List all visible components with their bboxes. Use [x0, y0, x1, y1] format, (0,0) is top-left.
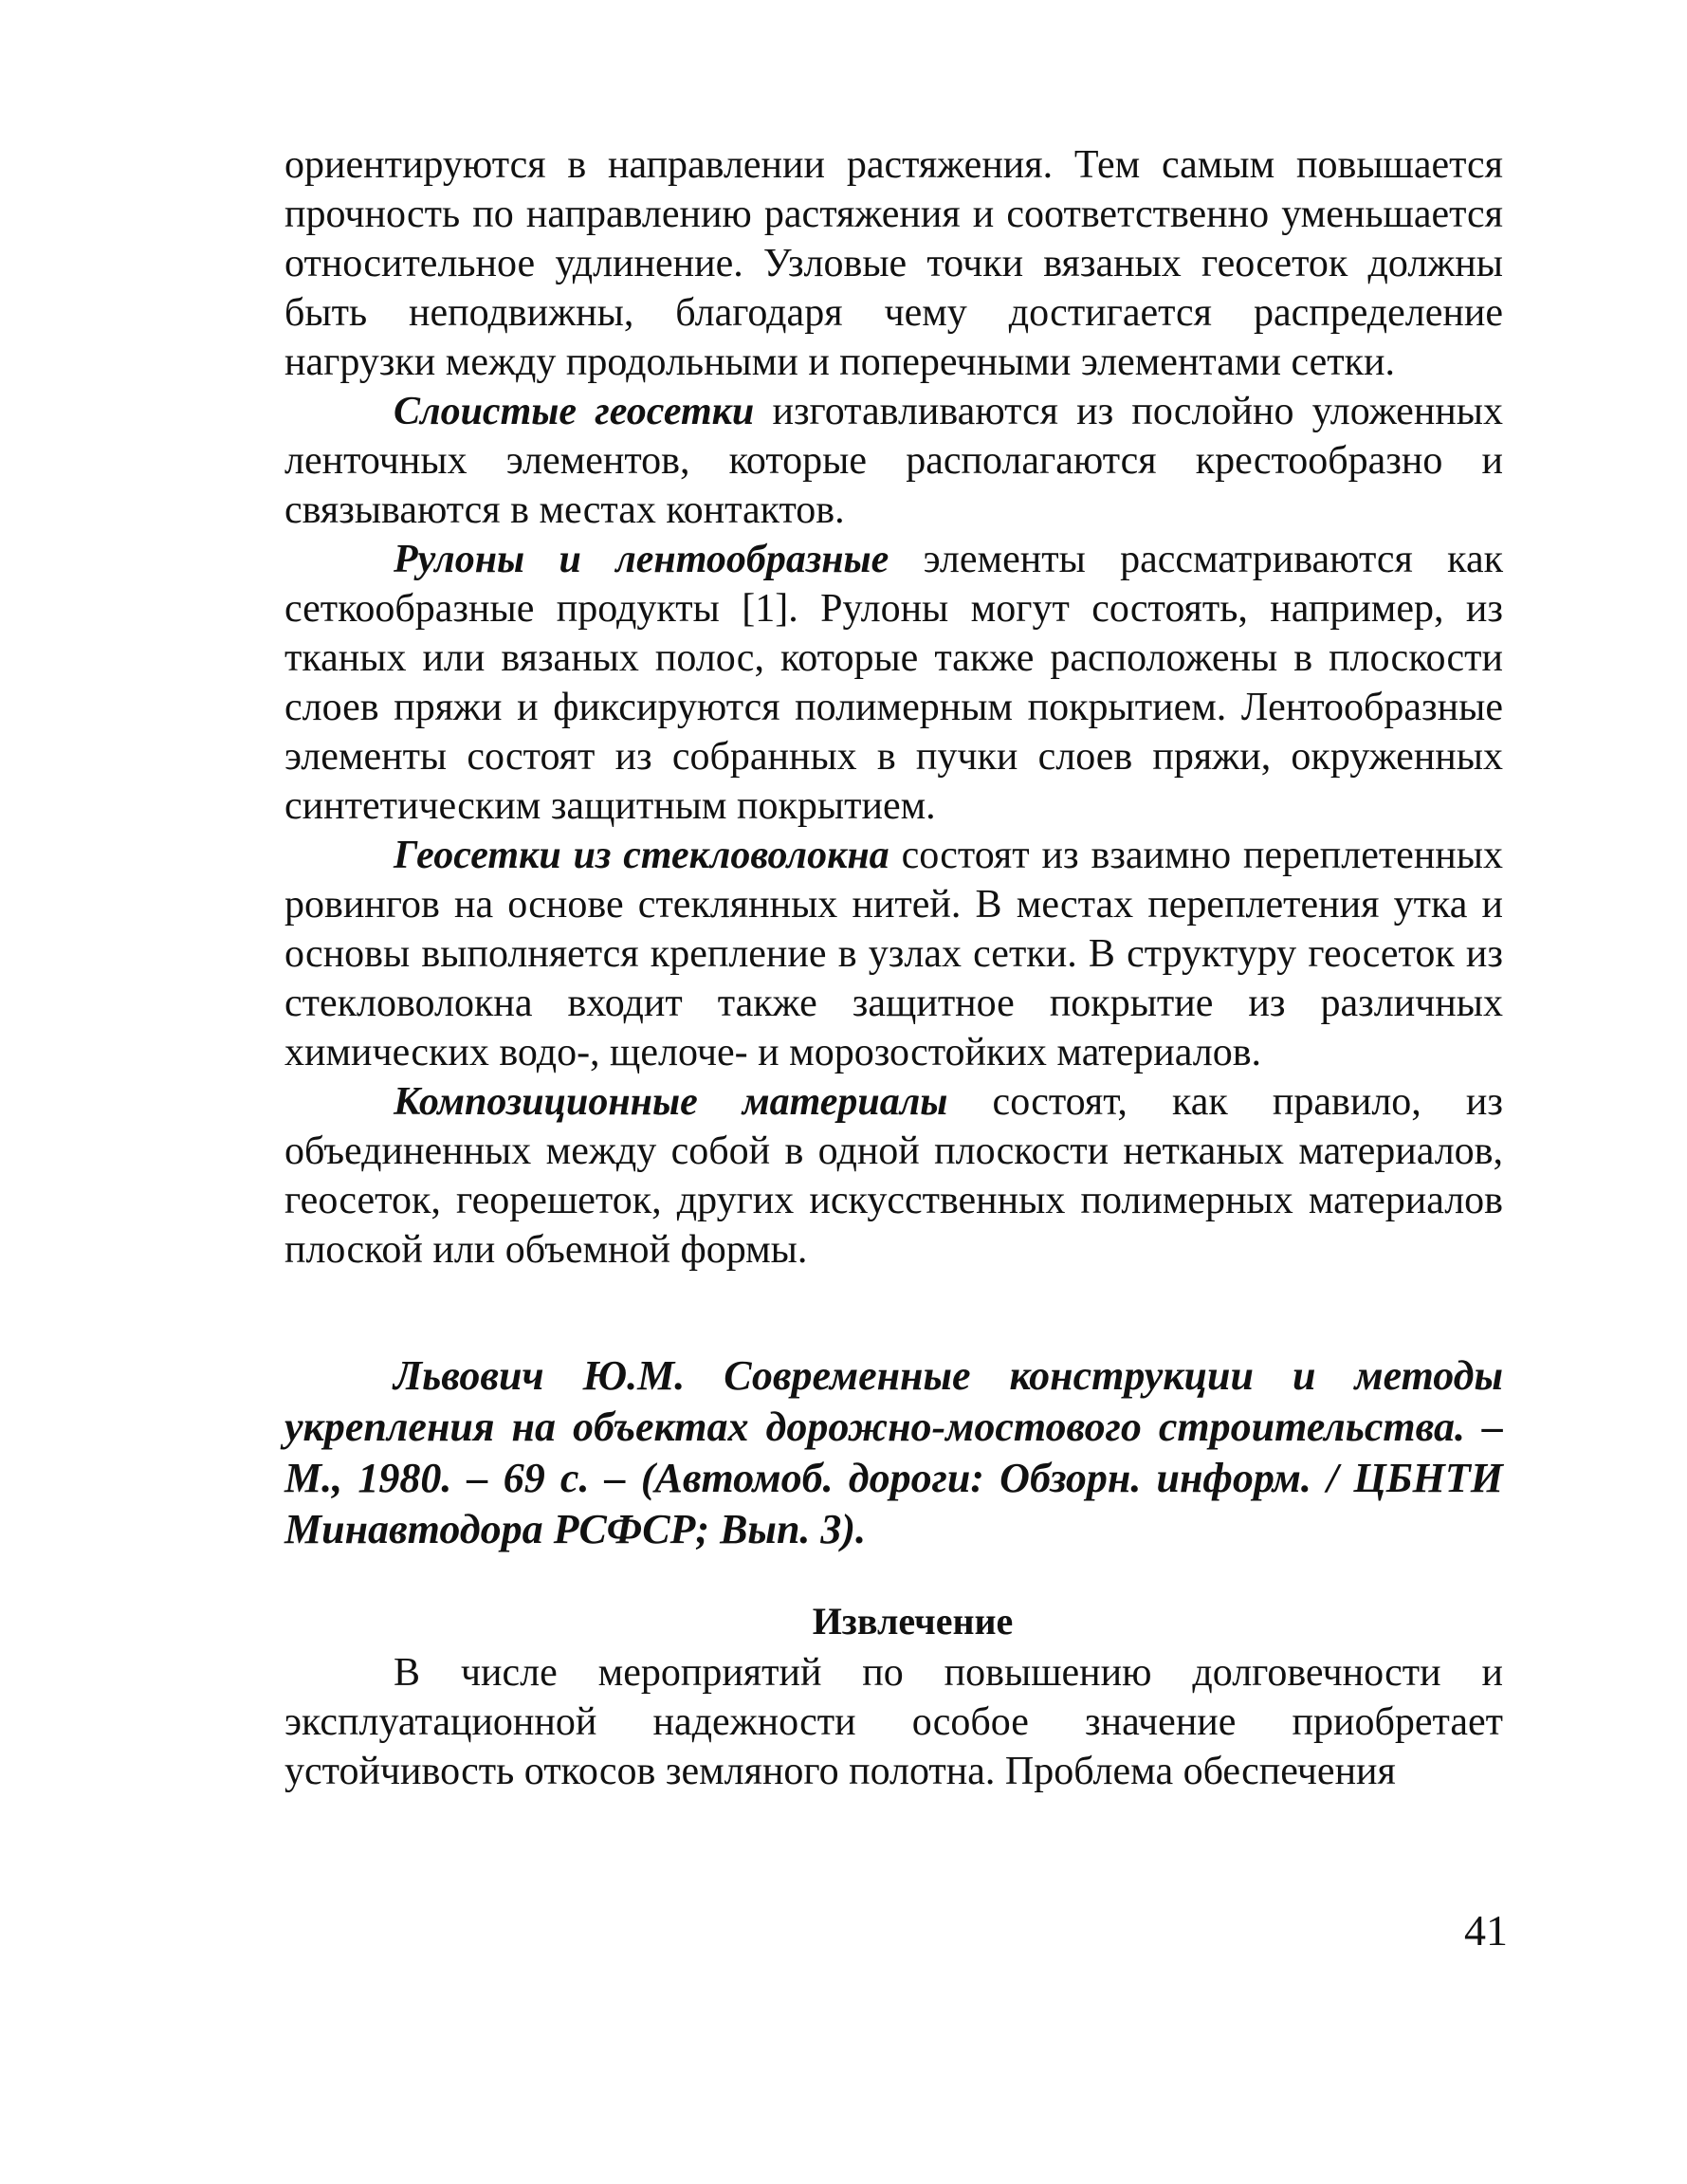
- page-number: 41: [1464, 1906, 1508, 1955]
- paragraph-layered-geogrids: [284, 387, 1503, 535]
- paragraph-text: ориентируются в направлении растяжения. Тем самым повышается прочность по направлению растяжения и соответственно уменьшается относительное удлинение. Узловые точки вязаных геосеток должны быть неподвижны, благодаря чему достигается распределение нагрузки между продольными и поперечными элементами сетки.: [284, 143, 1503, 384]
- paragraph-fiberglass-geogrids: [284, 831, 1503, 1077]
- term-rolls-strips: Рулоны и лентообразные: [394, 538, 889, 581]
- term-composite-materials: Композиционные материалы: [394, 1080, 948, 1124]
- term-layered-geogrids: Слоистые геосетки: [394, 390, 755, 433]
- paragraph-rolls-strips: [284, 535, 1503, 831]
- page-body: [284, 140, 1503, 1796]
- paragraph-continuation: [284, 140, 1503, 387]
- paragraph-text: состоят, как правило, из объединенных между собой в одной плоскости нетканых материалов, геосеток, георешеток, других искусственных полимерных материалов плоской или объемной формы.: [284, 1080, 1503, 1272]
- bibliographic-reference: Львович Ю.М. Современные конструкции и методы укрепления на объектах дорожно-мостового строительства. – М., 1980. – 69 с. – (Автомоб. дороги: Обзорн. информ. / ЦБНТИ Минавтодора РСФСР; Вып. 3).: [284, 1352, 1503, 1552]
- section-title: Извлечение: [812, 1600, 1014, 1643]
- paragraph-text: изготавливаются из послойно уложенных ленточных элементов, которые располагаются крестообразно и связываются в местах контактов.: [284, 390, 1503, 532]
- paragraph-text: элементы рассматриваются как сеткообразные продукты [1]. Рулоны могут состоять, например, из тканых или вязаных полос, которые также расположены в плоскости слоев пряжи и фиксируются полимерным покрытием. Лентообразные элементы состоят из собранных в пучки слоев пряжи, окруженных синтетическим защитным покрытием.: [284, 538, 1503, 828]
- extract-paragraph: В числе мероприятий по повышению долговечности и эксплуатационной надежности особое значение приобретает устойчивость откосов земляного полотна. Проблема обеспечения: [284, 1651, 1503, 1793]
- paragraph-text: состоят из взаимно переплетенных ровингов на основе стеклянных нитей. В местах переплетения утка и основы выполняется крепление в узлах сетки. В структуру геосеток из стекловолокна входит также защитное покрытие из различных химических водо-, щелоче- и морозостойких материалов.: [284, 834, 1503, 1074]
- paragraph-composite-materials: [284, 1077, 1503, 1275]
- term-fiberglass-geogrids: Геосетки из стекловолокна: [394, 834, 889, 877]
